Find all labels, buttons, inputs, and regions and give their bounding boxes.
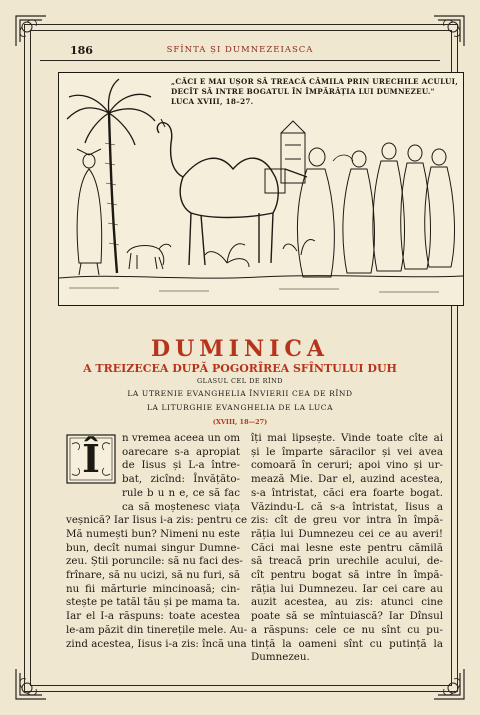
- text-line: comoară în ceruri; apoi vino și ur-: [251, 459, 443, 472]
- matins-note: LA UTRENIE EVANGHELIA ÎNVIERII CEA DE RÎND: [127, 389, 353, 398]
- text-line: le-am păzit din tinerețile mele. Au-: [66, 623, 248, 636]
- section-subtitle: A TREIZECEA DUPĂ POGORÎREA SFÎNTULUI DUH: [83, 362, 397, 375]
- text-line: stește pe tatăl tău și pe mama ta.: [66, 596, 241, 609]
- text-line: să treacă prin urechile acului, de-: [251, 555, 443, 568]
- section-title: DUMINICA: [151, 336, 329, 362]
- text-line: oarecare s-a apropiat: [122, 445, 240, 458]
- text-line: rule b u n e, ce să fac: [122, 486, 240, 499]
- corner-ornament-icon: [14, 667, 48, 701]
- text-line: zind acestea, Iisus i-a zis: încă una: [66, 637, 247, 650]
- header-rule: [40, 60, 440, 61]
- text-line: tință la oameni sînt cu putință la: [251, 637, 443, 650]
- text-line: frînare, să nu ucizi, să nu furi, să: [66, 569, 240, 582]
- text-column-left: [66, 432, 248, 651]
- gospel-reference: (XVIII, 18—27): [212, 418, 268, 426]
- text-line: cît pentru bogat să intre în împă-: [251, 569, 443, 582]
- page-number: 186: [70, 44, 93, 57]
- corner-ornament-icon: [432, 667, 466, 701]
- text-line: ca să moștenesc viața: [122, 500, 240, 513]
- camel-needle-engraving-icon: [59, 73, 463, 305]
- text-line: răția lui Dumnezeu. Iar cei care au: [251, 582, 443, 595]
- text-line: și le împarte săracilor și vei avea: [251, 445, 443, 458]
- text-line: poate să se mîntuiască? Iar Dînsul: [251, 610, 443, 623]
- text-line: Mă numești bun? Nimeni nu este: [66, 527, 240, 540]
- text-line: s-a întristat, căci era foarte bogat.: [251, 486, 443, 499]
- text-line: Iar el I-a răspuns: toate acestea: [66, 610, 240, 623]
- text-line: de Iisus și L-a între-: [122, 459, 240, 472]
- corner-ornament-icon: [432, 14, 466, 48]
- corner-ornament-icon: [14, 14, 48, 48]
- section-mode: GLASUL CEL DE RÎND: [196, 377, 283, 385]
- dropcap-letter: Î: [82, 436, 100, 481]
- running-title: SFÎNTA ȘI DUMNEZEIASCA: [166, 45, 314, 55]
- text-line: răția lui Dumnezeu cei ce au averi!: [251, 527, 443, 540]
- text-line: Văzindu-L că s-a întristat, Iisus a: [251, 500, 443, 513]
- text-line: mează Mie. Dar el, auzind acestea,: [251, 473, 443, 486]
- illustration-caption: „CĂCI E MAI UȘOR SĂ TREACĂ CĂMILA PRIN URECHILE ACULUI, DECÎT SĂ INTRE BOGATUL ÎN ÎMPĂRĂȚIA LUI DUMNEZEU." LUCA XVIII, 18–27.: [171, 77, 459, 106]
- text-line: zis: cît de greu vor intra în împă-: [251, 514, 443, 527]
- illustration-panel: [58, 72, 464, 306]
- text-line: zeu. Știi poruncile: să nu faci des-: [66, 555, 243, 568]
- text-column-right: [251, 432, 443, 665]
- text-line: n vremea aceea un om: [122, 432, 241, 444]
- text-line: auzit acestea, au zis: atunci cine: [251, 596, 443, 609]
- text-line: a răspuns: cele ce nu sînt cu pu-: [251, 623, 443, 636]
- text-line: Dumnezeu.: [251, 651, 310, 664]
- text-line: Căci mai lesne este pentru cămilă: [251, 541, 443, 554]
- text-line: îți mai lipsește. Vinde toate cîte ai: [251, 432, 443, 444]
- liturgy-note: LA LITURGHIE EVANGHELIA DE LA LUCA: [146, 403, 334, 412]
- text-line: nu fii mărturie mincinoasă; cin-: [66, 582, 240, 595]
- text-line: bun, decît numai singur Dumne-: [66, 541, 240, 554]
- text-line: bat, zicînd: Învățăto-: [122, 473, 240, 486]
- text-line: veșnică? Iar Iisus i-a zis: pentru ce: [66, 514, 248, 527]
